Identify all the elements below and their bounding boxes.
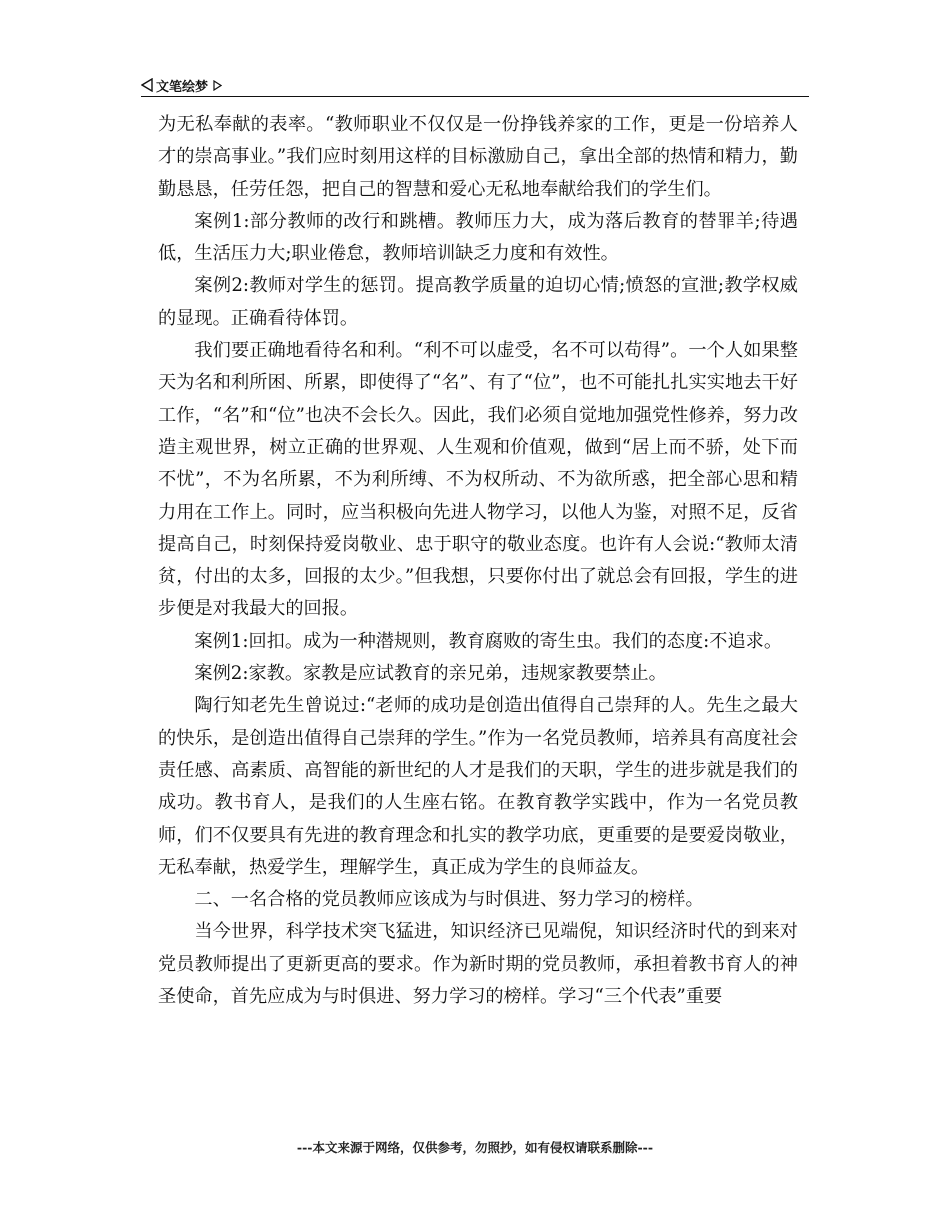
header-title: 文笔绘梦: [156, 79, 209, 95]
triangle-right-icon: [213, 80, 222, 91]
footer-disclaimer: ---本文来源于网络，仅供参考，勿照抄，如有侵权请联系删除---: [296, 1140, 654, 1155]
paragraph-knowledge-economy: 当今世界，科学技术突飞猛进，知识经济已见端倪，知识经济时代的到来对党员教师提出了更新更高的要求。作为新时期的党员教师，承担着教书育人的神圣使命，首先应成为与时俱进、努力学习的榜样。学习“三个代表”重要: [158, 921, 798, 1008]
paragraph-case-tutoring: 案例2:家教。家教是应试教育的亲兄弟，违规家教要禁止。: [194, 663, 667, 685]
document-body: [158, 109, 798, 1013]
paragraph-case-kickback: 案例1:回扣。成为一种潜规则，教育腐败的寄生虫。我们的态度:不追求。: [194, 630, 783, 652]
paragraph-fame-and-profit: 我们要正确地看待名和利。“利不可以虚受，名不可以苟得”。一个人如果整天为名和利所困、所累，即使得了“名”、有了“位”，也不可能扎扎实实地去干好工作，“名”和“位”也决不会长久。因此，我们必须自觉地加强党性修养，努力改造主观世界，树立正确的世界观、人生观和价值观，做到“居上而不骄，处下而不忧”，不为名所累，不为利所缚、不为权所动、不为欲所惑，把全部心思和精力用在工作上。同时，应当积极向先进人物学习，以他人为鉴，对照不足，反省提高自己，时刻保持爱岗敬业、忠于职守的敬业态度。也许有人会说:“教师太清贫，付出的太多，回报的太少。”但我想，只要你付出了就总会有回报，学生的进步便是对我最大的回报。: [158, 340, 798, 620]
header-divider: [141, 96, 809, 97]
paragraph-tao-xingzhi: 陶行知老先生曾说过:“老师的成功是创造出值得自己崇拜的人。先生之最大的快乐，是创造出值得自己崇拜的学生。”作为一名党员教师，培养具有高度社会责任感、高素质、高智能的新世纪的人才是我们的天职，学生的进步就是我们的成功。教书育人，是我们的人生座右铭。在教育教学实践中，作为一名党员教师，们不仅要具有先进的教育理念和扎实的教学功底，更重要的是要爱岗敬业，无私奉献，热爱学生，理解学生，真正成为学生的良师益友。: [158, 695, 798, 878]
section-heading-2: 二、一名合格的党员教师应该成为与时俱进、努力学习的榜样。: [194, 889, 704, 911]
paragraph-case-1: 案例1:部分教师的改行和跳槽。教师压力大，成为落后教育的替罪羊;待遇低，生活压力大;职业倦怠，教师培训缺乏力度和有效性。: [158, 210, 798, 265]
triangle-left-icon: [141, 78, 153, 92]
paragraph-case-2: 案例2:教师对学生的惩罚。提高教学质量的迫切心情;愤怒的宣泄;教学权威的显现。正确看待体罚。: [158, 275, 798, 329]
paragraph-continued: 为无私奉献的表率。“教师职业不仅仅是一份挣钱养家的工作，更是一份培养人才的崇高事业。”我们应时刻用这样的目标激励自己，拿出全部的热情和精力，勤勤恳恳，任劳任怨，把自己的智慧和爱心无私地奉献给我们的学生们。: [158, 114, 798, 200]
document-header: [141, 74, 809, 96]
